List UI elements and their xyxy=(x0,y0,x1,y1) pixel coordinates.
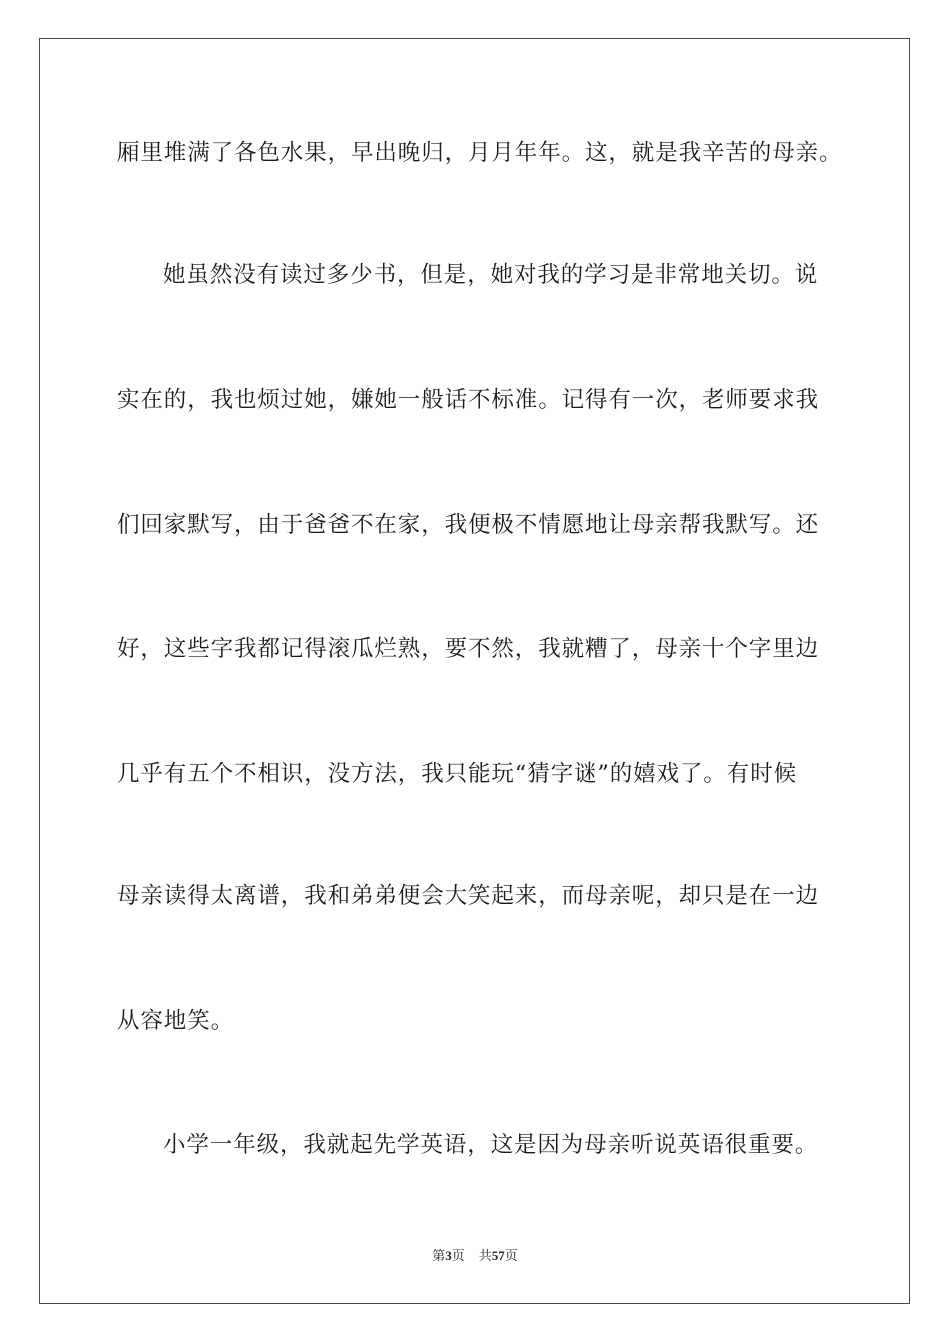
text-line: 几乎有五个不相识，没方法，我只能玩“猜字谜”的嬉戏了。有时候 xyxy=(117,761,798,787)
text-line: 厢里堆满了各色水果，早出晚归，月月年年。这，就是我辛苦的母亲。 xyxy=(117,140,843,166)
page-border xyxy=(39,38,910,1304)
total-label-suffix: 页 xyxy=(504,1249,518,1264)
page-footer xyxy=(0,1247,950,1266)
text-line: 从容地笑。 xyxy=(117,1008,235,1034)
text-line: 她虽然没有读过多少书，但是，她对我的学习是非常地关切。说 xyxy=(163,262,819,288)
text-line: 好，这些字我都记得滚瓜烂熟，要不然，我就糟了，母亲十个字里边 xyxy=(117,636,820,662)
total-pages: 57 xyxy=(491,1248,505,1263)
total-label-prefix: 共 xyxy=(478,1249,492,1264)
page-label-prefix: 第 xyxy=(432,1249,446,1264)
text-line: 实在的，我也烦过她，嫌她一般话不标准。记得有一次，老师要求我 xyxy=(117,387,820,413)
text-line: 母亲读得太离谱，我和弟弟便会大笑起来，而母亲呢，却只是在一边 xyxy=(117,883,820,909)
text-line: 小学一年级，我就起先学英语，这是因为母亲听说英语很重要。 xyxy=(163,1132,819,1158)
text-line: 们回家默写，由于爸爸不在家，我便极不情愿地让母亲帮我默写。还 xyxy=(117,512,820,538)
page-number: 3 xyxy=(445,1248,452,1263)
page-label-suffix: 页 xyxy=(451,1249,465,1264)
